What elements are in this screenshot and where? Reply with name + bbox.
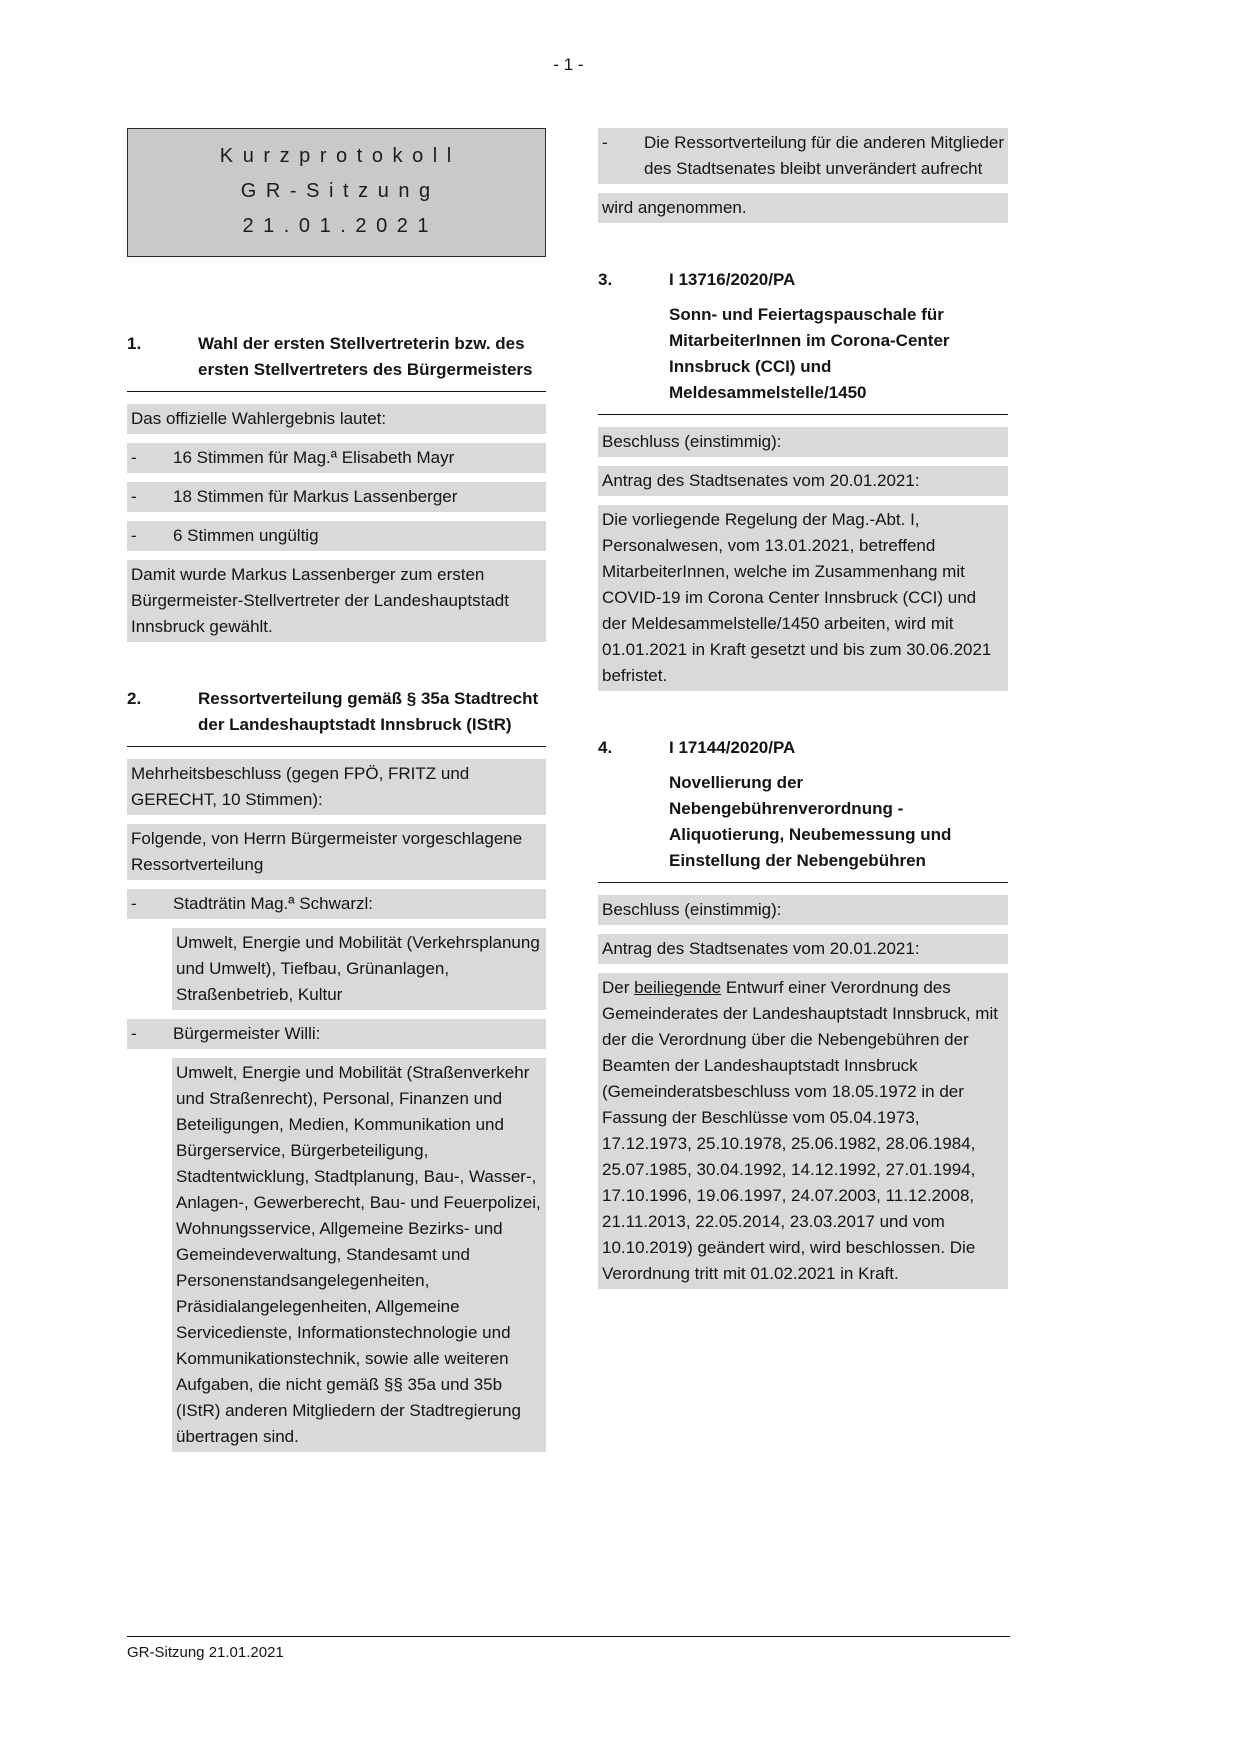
left-column <box>127 128 546 1461</box>
title-box <box>127 128 546 257</box>
item4-body-post: Entwurf einer Verordnung des Gemeinderates der Landeshauptstadt Innsbruck, mit der die Verordnung über die Nebengebühren der Beamten der Landeshauptstadt Innsbruck (Gemeinderatsbeschluss vom 18.05.1972 in der Fassung der Beschlüsse vom 05.04.1973, 17.12.1973, 25.10.1978, 25.06.1982, 28.06.1984, 25.07.1985, 30.04.1992, 14.12.1992, 27.01.1994, 17.10.1996, 19.06.1997, 24.07.2003, 11.12.2008, 21.11.2013, 22.05.2014, 23.03.2017 und vom 10.10.2019) geändert wird, wird beschlossen. Die Verordnung tritt mit 01.02.2021 in Kraft. <box>602 978 998 1283</box>
title-box-line3: 2 1 . 0 1 . 2 0 2 1 <box>242 215 431 237</box>
agenda-item-2-heading <box>127 686 546 747</box>
item3-motion: Antrag des Stadtsenates vom 20.01.2021: <box>598 466 1008 496</box>
carryover-bullet <box>598 128 1008 184</box>
item-title: Ressortverteilung gemäß § 35a Stadtrecht der Landeshauptstadt Innsbruck (IStR) <box>198 689 539 734</box>
item-number: 1. <box>127 334 142 353</box>
agenda-item-3 <box>598 267 1008 691</box>
title-box-line2: G R - S i t z u n g <box>240 180 433 202</box>
title-box-line1: K u r z p r o t o k o l l <box>219 145 454 167</box>
item-title: Sonn- und Feiertagspauschale für MitarbeiterInnen im Corona-Center Innsbruck (CCI) und Meldesammelstelle/1450 <box>669 305 950 402</box>
page-footer <box>127 1636 1010 1663</box>
bullet-label: Bürgermeister Willi: <box>173 1024 321 1043</box>
item-reference: I 17144/2020/PA <box>669 738 796 757</box>
item3-decision: Beschluss (einstimmig): <box>598 427 1008 457</box>
item2-bullet-2 <box>127 1019 546 1049</box>
bullet-dash: - <box>131 448 137 467</box>
item2-bullet-1-detail: Umwelt, Energie und Mobilität (Verkehrsplanung und Umwelt), Tiefbau, Grünanlagen, Straßenbetrieb, Kultur <box>172 928 546 1010</box>
item2-intro: Folgende, von Herrn Bürgermeister vorgeschlagene Ressortverteilung <box>127 824 546 880</box>
bullet-text: Die Ressortverteilung für die anderen Mitglieder des Stadtsenates bleibt unverändert aufrecht <box>644 133 1005 178</box>
bullet-label: Stadträtin Mag.ª Schwarzl: <box>173 894 373 913</box>
item-number: 2. <box>127 689 142 708</box>
item-number: 3. <box>598 270 613 289</box>
item2-carryover <box>598 128 1008 223</box>
item3-body: Die vorliegende Regelung der Mag.-Abt. I, Personalwesen, vom 13.01.2021, betreffend MitarbeiterInnen, welche im Zusammenhang mit COVID-19 im Corona Center Innsbruck (CCI) und der Meldesammelstelle/1450 arbeiten, wird mit 01.01.2021 in Kraft gesetzt und bis zum 30.06.2021 befristet. <box>598 505 1008 691</box>
bullet-dash: - <box>131 1024 137 1043</box>
item4-body-underlined-word: beiliegende <box>634 978 722 997</box>
bullet-dash: - <box>602 133 608 152</box>
agenda-item-4-heading <box>598 735 1008 883</box>
page-number: - 1 - <box>553 55 584 74</box>
item-title: Wahl der ersten Stellvertreterin bzw. des ersten Stellvertreters des Bürgermeisters <box>198 334 533 379</box>
agenda-item-4 <box>598 735 1008 1289</box>
bullet-dash: - <box>131 526 137 545</box>
item-title: Novellierung der Nebengebührenverordnung - Aliquotierung, Neubemessung und Einstellung der Nebengebühren <box>669 773 952 870</box>
item4-body <box>598 973 1008 1289</box>
item1-conclusion: Damit wurde Markus Lassenberger zum ersten Bürgermeister-Stellvertreter der Landeshauptstadt Innsbruck gewählt. <box>127 560 546 642</box>
item2-bullet-1 <box>127 889 546 919</box>
bullet-text: 6 Stimmen ungültig <box>173 526 319 545</box>
right-column <box>598 128 1008 1298</box>
item4-decision: Beschluss (einstimmig): <box>598 895 1008 925</box>
item1-bullet-1 <box>127 443 546 473</box>
item1-bullet-3 <box>127 521 546 551</box>
item1-bullet-2 <box>127 482 546 512</box>
footer-text: GR-Sitzung 21.01.2021 <box>127 1644 284 1661</box>
bullet-text: 18 Stimmen für Markus Lassenberger <box>173 487 458 506</box>
agenda-item-2 <box>127 686 546 1452</box>
carryover-result: wird angenommen. <box>598 193 1008 223</box>
item-reference: I 13716/2020/PA <box>669 270 796 289</box>
agenda-item-1 <box>127 331 546 642</box>
item2-decision: Mehrheitsbeschluss (gegen FPÖ, FRITZ und GERECHT, 10 Stimmen): <box>127 759 546 815</box>
item-number: 4. <box>598 738 613 757</box>
bullet-dash: - <box>131 487 137 506</box>
item2-bullet-2-detail: Umwelt, Energie und Mobilität (Straßenverkehr und Straßenrecht), Personal, Finanzen und Beteiligungen, Medien, Kommunikation und Bürgerservice, Bürgerbeteiligung, Stadtentwicklung, Stadtplanung, Bau-, Wasser-, Anlagen-, Gewerberecht, Bau- und Feuerpolizei, Wohnungsservice, Allgemeine Bezirks- und Gemeindeverwaltung, Standesamt und Personenstandsangelegenheiten, Präsidialangelegenheiten, Allgemeine Servicedienste, Informationstechnologie und Kommunikationstechnik, sowie alle weiteren Aufgaben, die nicht gemäß §§ 35a und 35b (IStR) anderen Mitgliedern der Stadtregierung übertragen sind. <box>172 1058 546 1452</box>
item4-motion: Antrag des Stadtsenates vom 20.01.2021: <box>598 934 1008 964</box>
bullet-dash: - <box>131 894 137 913</box>
bullet-text: 16 Stimmen für Mag.ª Elisabeth Mayr <box>173 448 455 467</box>
item1-intro: Das offizielle Wahlergebnis lautet: <box>127 404 546 434</box>
item4-body-pre: Der <box>602 978 635 997</box>
agenda-item-1-heading <box>127 331 546 392</box>
agenda-item-3-heading <box>598 267 1008 415</box>
